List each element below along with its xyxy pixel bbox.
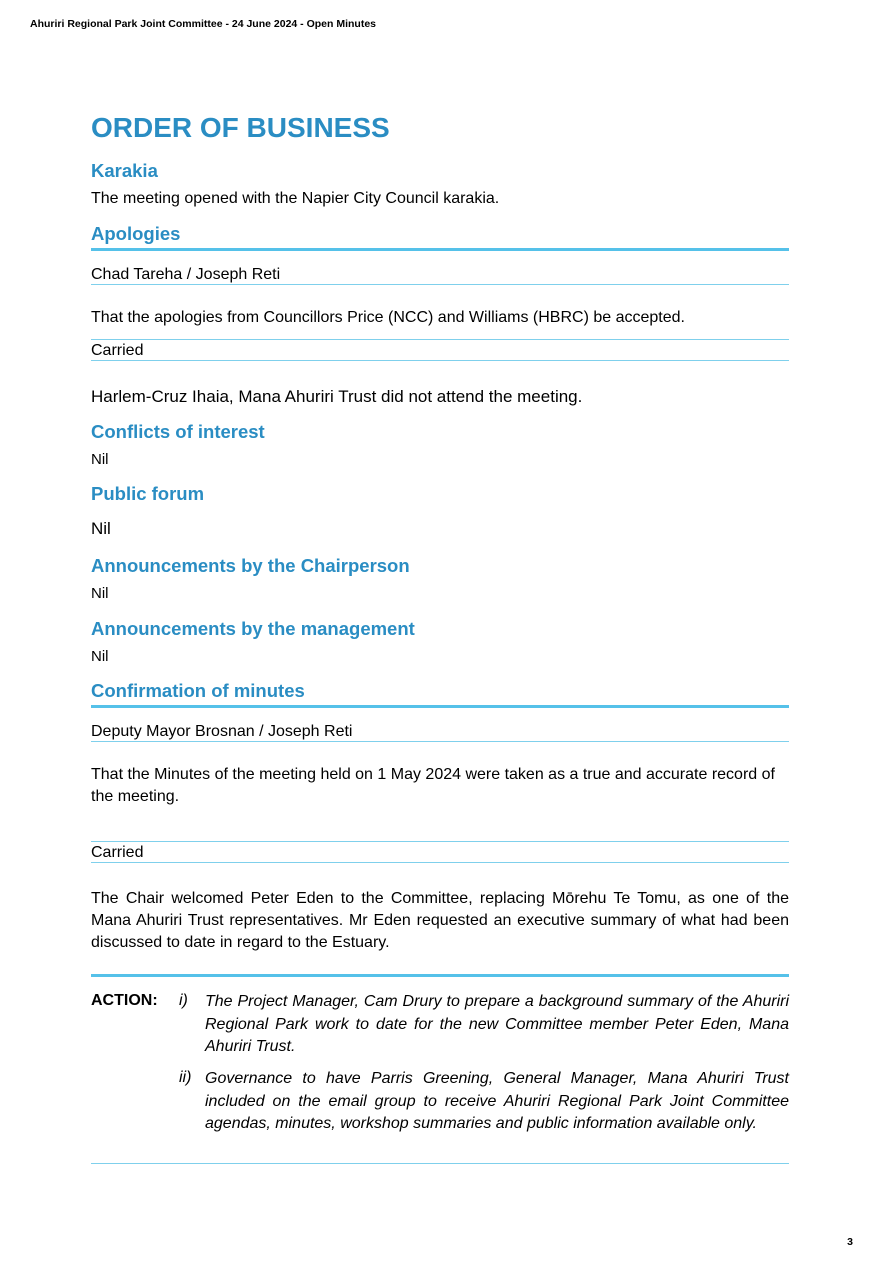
section-divider — [91, 741, 789, 742]
page-number: 3 — [847, 1236, 853, 1248]
action-item-text: The Project Manager, Cam Drury to prepare a background summary of the Ahuriri Regional Park work to date for the new Committee member Peter Eden, Mana Ahuriri Trust. — [205, 993, 789, 1055]
apologies-resolution: That the apologies from Councillors Price (NCC) and Williams (HBRC) be accepted. — [91, 309, 685, 326]
minutes-note: The Chair welcomed Peter Eden to the Committee, replacing Mōrehu Te Tomu, as one of the Mana Ahuriri Trust representatives. Mr Eden requested an executive summary of what had been discussed to date in regard to the Estuary. — [91, 890, 789, 951]
minutes-movers: Deputy Mayor Brosnan / Joseph Reti — [91, 723, 353, 740]
section-divider — [91, 862, 789, 863]
section-divider — [91, 974, 789, 977]
section-divider — [91, 248, 789, 251]
section-divider — [91, 360, 789, 361]
running-header: Ahuriri Regional Park Joint Committee - 24 June 2024 - Open Minutes — [30, 18, 376, 30]
heading-karakia: Karakia — [91, 160, 158, 181]
section-divider — [91, 284, 789, 285]
public-forum-text: Nil — [91, 519, 111, 538]
action-item-text: Governance to have Parris Greening, General Manager, Mana Ahuriri Trust included on the email group to receive Ahuriri Regional Park Joint Committee agendas, minutes, workshop summaries and public information available only. — [205, 1070, 789, 1132]
heading-confirmation-of-minutes: Confirmation of minutes — [91, 680, 305, 701]
minutes-outcome: Carried — [91, 844, 144, 861]
conflicts-text: Nil — [91, 451, 109, 468]
action-label: ACTION: — [91, 992, 158, 1009]
chair-announcements-text: Nil — [91, 585, 109, 602]
heading-apologies: Apologies — [91, 223, 181, 244]
minutes-resolution: That the Minutes of the meeting held on 1 May 2024 were taken as a true and accurate record of the meeting. — [91, 766, 775, 805]
heading-conflicts: Conflicts of interest — [91, 421, 265, 442]
management-announcements-text: Nil — [91, 648, 109, 665]
section-divider — [91, 705, 789, 708]
apologies-outcome: Carried — [91, 342, 144, 359]
heading-chair-announcements: Announcements by the Chairperson — [91, 555, 410, 576]
apologies-note: Harlem-Cruz Ihaia, Mana Ahuriri Trust did not attend the meeting. — [91, 387, 583, 406]
karakia-text: The meeting opened with the Napier City Council karakia. — [91, 190, 500, 207]
apologies-movers: Chad Tareha / Joseph Reti — [91, 266, 281, 283]
action-item-number: i) — [179, 992, 188, 1009]
page-title: ORDER OF BUSINESS — [91, 112, 390, 143]
heading-public-forum: Public forum — [91, 483, 205, 504]
heading-management-announcements: Announcements by the management — [91, 618, 415, 639]
action-item-number: ii) — [179, 1069, 192, 1086]
section-divider — [91, 1163, 789, 1164]
